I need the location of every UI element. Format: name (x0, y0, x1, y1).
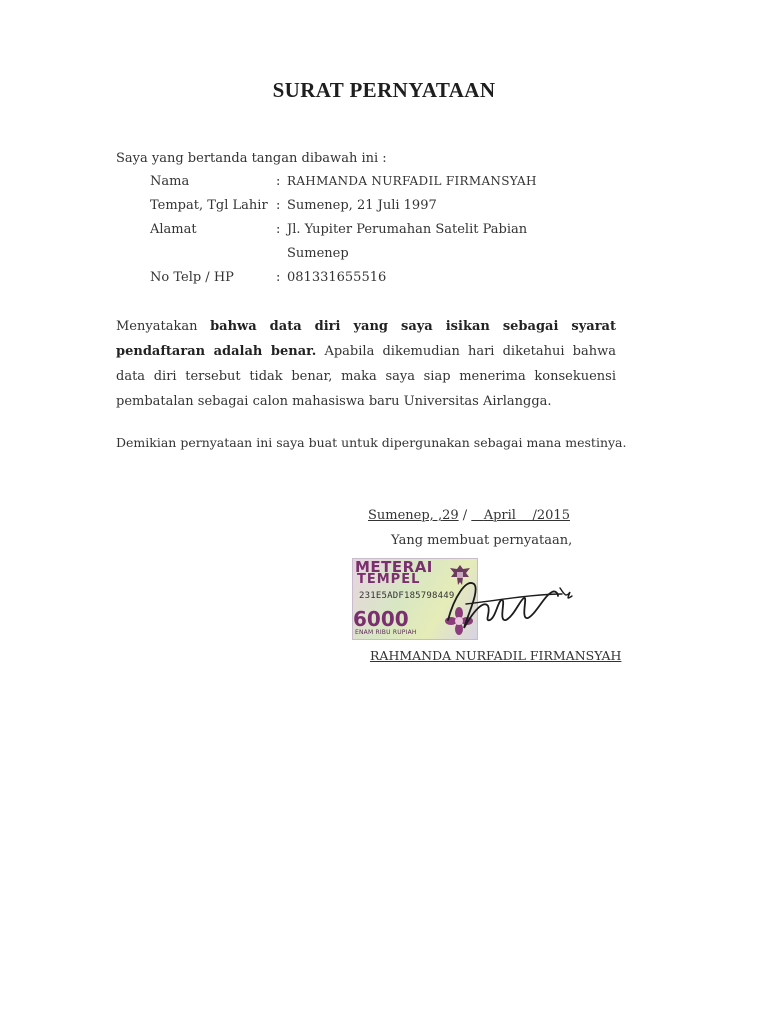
statement-paragraph (116, 314, 616, 414)
field-separator: : (276, 174, 281, 189)
date-place: Sumenep, , (368, 508, 443, 523)
field-label: No Telp / HP (150, 270, 234, 285)
statement-lead: Menyatakan (116, 319, 198, 334)
field-separator: : (276, 270, 281, 285)
date-year: /2015 (532, 508, 570, 523)
stamp-amount: 6000 (353, 607, 409, 631)
statement-bold: bahwa data diri yang saya isikan sebagai syarat pendaftaran adalah benar. (116, 319, 616, 359)
date-line (368, 508, 570, 523)
signer-name: RAHMANDA NURFADIL FIRMANSYAH (370, 648, 622, 663)
field-value: Sumenep, 21 Juli 1997 (287, 198, 437, 213)
field-value: RAHMANDA NURFADIL FIRMANSYAH (287, 174, 537, 188)
stamp-line2: TEMPEL (357, 572, 421, 587)
page-title: SURAT PERNYATAAN (272, 78, 496, 102)
date-month-text: April (483, 508, 516, 523)
stamp-amount-words: ENAM RIBU RUPIAH (355, 629, 417, 636)
date-slash: / (462, 508, 468, 523)
field-label: Nama (150, 174, 190, 189)
closing-text: Demikian pernyataan ini saya buat untuk dipergunakan sebagai mana mestinya. (116, 435, 627, 450)
stamp-line1: METERAI (355, 558, 433, 576)
stamp-serial: 231E5ADF185798449 (359, 591, 455, 601)
field-separator: : (276, 222, 281, 237)
field-value: Jl. Yupiter Perumahan Satelit Pabian (287, 222, 528, 237)
intro-text: Saya yang bertanda tangan dibawah ini : (116, 151, 387, 166)
field-value: 081331655516 (287, 270, 387, 285)
statement-rest: Apabila dikemudian hari diketahui bahwa data diri tersebut tidak benar, maka saya siap menerima konsekuensi pembatalan sebagai calon mahasiswa baru Universitas Airlangga. (116, 344, 616, 409)
field-label: Tempat, Tgl Lahir (150, 198, 268, 213)
field-value-line2: Sumenep (287, 246, 349, 261)
maker-label: Yang membuat pernyataan, (391, 533, 573, 548)
date-month (471, 508, 532, 523)
field-label: Alamat (150, 222, 197, 237)
date-day: 29 (442, 508, 459, 523)
field-separator: : (276, 198, 281, 213)
signature-icon (440, 570, 575, 645)
